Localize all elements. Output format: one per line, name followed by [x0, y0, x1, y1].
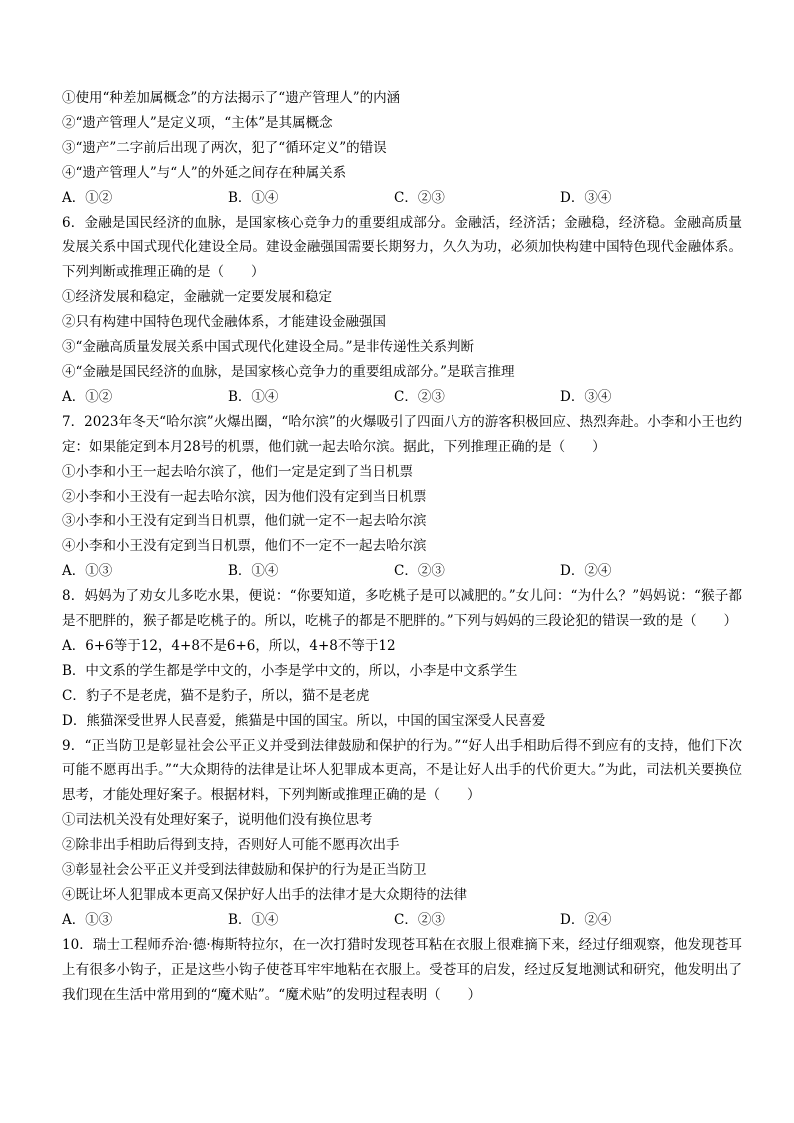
option-8-b[interactable]: B．中文系的学生都是学中文的，小李是学中文的，所以，小李是中文系学生 [62, 662, 518, 679]
option-7-d[interactable]: D．②④ [560, 563, 612, 580]
option-7-b[interactable]: B．①④ [228, 563, 279, 580]
option-8-a[interactable]: A．6+6等于12，4+8不是6+6，所以，4+8不等于12 [62, 637, 396, 654]
question-7 [62, 410, 742, 584]
question-7-stem: 7．2023年冬天“哈尔滨”火爆出圈，“哈尔滨”的火爆吸引了四面八方的游客积极回应、热烈奔赴。小李和小王也约定：如果能定到本月28号的机票，他们就一起去哈尔滨。据此，下列推理正确的是（ ） [62, 413, 742, 455]
statement-6-1: ①经济发展和稳定，金融就一定要发展和稳定 [62, 289, 332, 306]
question-6-stem: 6．金融是国民经济的血脉，是国家核心竞争力的重要组成部分。金融活，经济活；金融稳，经济稳。金融高质量发展关系中国式现代化建设全局。建设金融强国需要长期努力，久久为功，必须加快构建中国特色现代金融体系。下列判断或推理正确的是（ ） [62, 214, 742, 281]
option-9-a[interactable]: A．①③ [62, 911, 113, 928]
options-5 [62, 186, 742, 211]
statement-5-3: ③“遗产”二字前后出现了两次，犯了“循环定义”的错误 [62, 139, 387, 156]
statement-6-4: ④“金融是国民经济的血脉，是国家核心竞争力的重要组成部分。”是联言推理 [62, 363, 515, 380]
option-9-d[interactable]: D．②④ [560, 911, 612, 928]
question-8-stem: 8．妈妈为了劝女儿多吃水果，便说：“你要知道，多吃桃子是可以减肥的。”女儿问：“为什么？”妈妈说：“猴子都是不肥胖的，猴子都是吃桃子的。所以，吃桃子的都是不肥胖的。”下列与妈妈的三段论犯的错误一致的是（ ） [62, 588, 742, 630]
options-6 [62, 385, 742, 410]
options-7 [62, 559, 742, 584]
option-6-d[interactable]: D．③④ [560, 388, 612, 405]
question-5 [62, 86, 742, 211]
statement-7-1: ①小李和小王一起去哈尔滨了，他们一定是定到了当日机票 [62, 463, 413, 480]
question-10 [62, 933, 742, 1008]
option-9-c[interactable]: C．②③ [394, 911, 445, 928]
statement-6-2: ②只有构建中国特色现代金融体系，才能建设金融强国 [62, 314, 386, 331]
option-8-c[interactable]: C．豹子不是老虎，猫不是豹子，所以，猫不是老虎 [62, 687, 370, 704]
option-5-a[interactable]: A．①② [62, 189, 113, 206]
option-8-d[interactable]: D．熊猫深受世界人民喜爱，熊猫是中国的国宝。所以，中国的国宝深受人民喜爱 [62, 712, 546, 729]
statement-6-3: ③“金融高质量发展关系中国式现代化建设全局。”是非传递性关系判断 [62, 339, 475, 356]
statement-9-2: ②除非出手相助后得到支持，否则好人可能不愿再次出手 [62, 837, 400, 854]
statement-5-4: ④“遗产管理人”与“人”的外延之间存在种属关系 [62, 164, 347, 181]
question-6 [62, 211, 742, 410]
statement-7-3: ③小李和小王没有定到当日机票，他们就一定不一起去哈尔滨 [62, 513, 427, 530]
statement-9-4: ④既让坏人犯罪成本更高又保护好人出手的法律才是大众期待的法律 [62, 887, 467, 903]
options-9 [62, 908, 742, 933]
option-7-a[interactable]: A．①③ [62, 563, 113, 580]
option-7-c[interactable]: C．②③ [394, 563, 445, 580]
question-9 [62, 734, 742, 933]
statement-7-4: ④小李和小王没有定到当日机票，他们不一定不一起去哈尔滨 [62, 538, 427, 555]
question-8 [62, 584, 742, 733]
option-5-b[interactable]: B．①④ [228, 189, 279, 206]
statement-5-1: ①使用“种差加属概念”的方法揭示了“遗产管理人”的内涵 [62, 90, 401, 106]
option-6-c[interactable]: C．②③ [394, 388, 445, 405]
option-9-b[interactable]: B．①④ [228, 911, 279, 928]
option-5-d[interactable]: D．③④ [560, 189, 612, 206]
statement-9-1: ①司法机关没有处理好案子，说明他们没有换位思考 [62, 812, 373, 829]
statement-9-3: ③彰显社会公平正义并受到法律鼓励和保护的行为是正当防卫 [62, 862, 427, 879]
statement-5-2: ②“遗产管理人”是定义项，“主体”是其属概念 [62, 114, 333, 131]
question-10-stem: 10．瑞士工程师乔治·德·梅斯特拉尔，在一次打猎时发现苍耳粘在衣服上很难摘下来，经过仔细观察，他发现苍耳上有很多小钩子，正是这些小钩子使苍耳牢牢地粘在衣服上。受苍耳的启发，经过反复地测试和研究，他发明出了我们现在生活中常用到的“魔术贴”。“魔术贴”的发明过程表明（ ） [62, 936, 742, 1003]
exam-page [62, 86, 742, 1008]
statement-7-2: ②小李和小王没有一起去哈尔滨，因为他们没有定到当日机票 [62, 488, 427, 505]
option-6-b[interactable]: B．①④ [228, 388, 279, 405]
option-5-c[interactable]: C．②③ [394, 189, 445, 206]
question-9-stem: 9．“正当防卫是彰显社会公平正义并受到法律鼓励和保护的行为。”“好人出手相助后得不到应有的支持，他们下次可能不愿再出手。”“大众期待的法律是让坏人犯罪成本更高，不是让好人出手的代价更大。”为此，司法机关要换位思考，才能处理好案子。根据材料，下列判断或推理正确的是（ ） [62, 737, 742, 804]
option-6-a[interactable]: A．①② [62, 388, 113, 405]
